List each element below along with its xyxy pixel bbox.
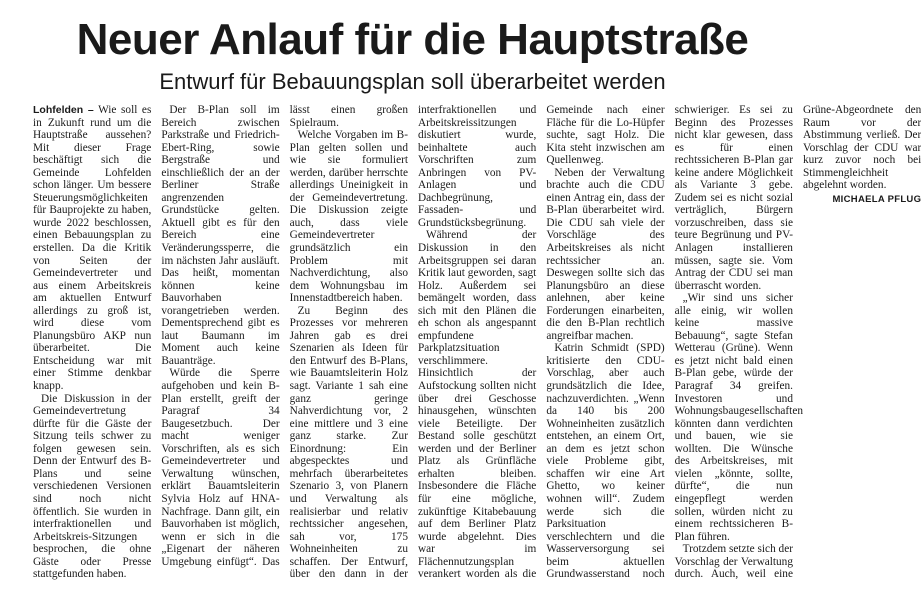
dateline: Lohfelden – [33,104,94,116]
article-paragraph: Trotzdem setzte sich der Vorschlag der Verwaltung durch. Auch, weil eine Grüne-Abgeordnete den Raum vor der Abstimmung verließ. Der Vorschlag der CDU war kurz zuvor noch bei Stimmengleichheit abgelehnt worden. [674,104,921,581]
subheadline: Entwurf für Bebauungsplan soll überarbeitet werden [159,69,666,94]
article-paragraph: Der B-Plan soll im Bereich zwischen Parkstraße und Friedrich-Ebert-Ring, sowie Bergstraße und einschließlich der an der Berliner Straße angrenzenden Grundstücke gelten. Aktuell gibt es für den Bereich eine Veränderungssperre, die im nächsten Jahr ausläuft. Das heißt, momentan können keine Bauvorhaben vorangetrieben werden. Dementsprechend gibt es laut Baumann im Moment auch keine Bauanträge. [161,104,280,367]
paragraph-text: Wie soll es in Zukunft rund um die Hauptstraße aussehen? Mit dieser Frage beschäftigt sich die Gemeinde Lohfelden schon länger. Um bessere Steuerungsmöglichkeiten für Bauprojekte zu haben, wurde 2022 beschlossen, einen Bebauungsplan zu erstellen. Da die Kritik von Seiten der Gemeindevertreter und aus einem Arbeitskreis am aktuellen Entwurf allerdings zu groß ist, wird diese vom Planungsbüro AKP nun überarbeitet. Die Entscheidung war mit einer Stimme denkbar knapp. [33,104,152,393]
headline: Neuer Anlauf für die Hauptstraße [76,15,749,64]
article-paragraph: Katrin Schmidt (SPD) kritisierte den CDU-Vorschlag, aber auch grundsätzlich die Idee, nachzuverdichten. „Wenn da 140 bis 200 Wohneinheiten zusätzlich entstehen, an einem Ort, an dem es jetzt schon viele Probleme gibt, schaffen wir eine Art Ghetto, wo keiner wohnen will“. Zudem werde sich die Parksituation verschlechtern und die Wasserversorgung sei beim aktuellen Grundwasserstand noch schwieriger. Es sei zu Beginn des Prozesses nicht klar gewesen, dass es für einen rechtssicheren B-Plan gar keine andere Möglichkeit als Variante 3 gebe. Zudem sei es nicht sozial verträglich, Bürgern vorzuschreiben, dass sie teure Begrünung und PV-Anlagen installieren müssen, sagte sie. Vom Antrag der CDU sei man überrascht worden. [546,104,793,581]
article-paragraph: Zu Beginn des Prozesses vor mehreren Jahren gab es drei Szenarien als Ideen für den Entwurf des B-Plans, wie Bauamtsleiterin Holz sagt. Variante 1 sah eine ganz geringe Nahverdichtung vor, 2 eine mittlere und 3 eine ganz starke. Zur Einordnung: Ein abgespecktes und mehrfach überarbeitetes Szenario 3, von Planern und Verwaltung als realisierbar und relativ rechtssicher angesehen, sah vor, 175 Wohneinheiten zu schaffen. Der Entwurf, über den dann in der interfraktionellen und Arbeitskreissitzungen diskutiert wurde, beinhaltete auch Vorschriften zum Anbringen von PV-Anlagen und Dachbegrünung, Fassaden- und Grundstücksbegrünung. [289,104,537,581]
author-byline: MICHAELA PFLUG [832,193,921,205]
article-paragraph: Die Diskussion in der Gemeindevertretung dürfte für die Gäste der Sitzung teils schwer zu folgen gewesen sein. Denn der Entwurf des B-Plans und seine verschiedenen Versionen sind noch nicht öffentlich. Sie wurden in interfraktionellen und Arbeitskreis-Sitzungen besprochen, die ohne Gäste oder Presse stattgefunden haben. [33,392,152,581]
article-paragraph: Während der Diskussion in den Arbeitsgruppen sei daran Kritik laut geworden, sagt Holz. Außerdem sei bemängelt worden, dass sich mit den Plänen die eh schon als angespannt empfundene Parkplatzsituation verschlimmere. Hinsichtlich der Aufstockung sollten nicht über drei Geschosse hinausgehen, wünschten viele Beteiligte. Der Bestand solle geschützt werden und der Berliner Platz als Grünfläche erhalten bleiben. Insbesondere die Fläche für eine mögliche, zukünftige Kitabebauung auf dem Berliner Platz wurde abgelehnt. Dies war im Flächennutzungsplan verankert worden als die Gemeinde nach einer Fläche für die Lo-Hüpfer suchte, sagt Holz. Die Kita steht inzwischen am Quellenweg. [417,104,665,581]
article-paragraph: Neben der Verwaltung brachte auch die CDU einen Antrag ein, dass der B-Plan überarbeitet wird. Die CDU sah viele der Vorschläge des Arbeitskreises als nicht rechtssicher an. Deswegen sollte sich das Planungsbüro an diese anlehnen, aber keine Forderungen einarbeiten, die den B-Plan rechtlich angreifbar machen. [546,166,665,342]
article-body [33,104,921,590]
article-paragraph [33,104,151,393]
article-paragraph: Würde die Sperre aufgehoben und kein B-Plan erstellt, greift der Paragraf 34 Baugesetzbuch. Der macht weniger Vorschriften, als es sich Gemeindevertreter und Verwaltung wünschen, erklärt Bauamtsleiterin Sylvia Holz auf HNA-Nachfrage. Dann gilt, ein Bauvorhaben ist möglich, wenn er sich in die „Eigenart der näheren Umgebung einfügt“. Das lässt einen großen Spielraum. [161,104,408,568]
article-paragraph: „Wir sind uns sicher alle einig, wir wollen keine massive Bebauung“, sagte Stefan Wetterau (Grüne). Wenn es jetzt nicht bald einen B-Plan gebe, würde der Paragraf 34 greifen. Investoren und Wohnungsbaugesellschaften könnten dann verdichten und bauen, wie sie wollten. Die Wünsche des Arbeitskreises, mit vielen „könnte, sollte, dürfte“, die nun eingepflegt werden sollen, würden nicht zu einem rechtssicheren B-Plan führen. [674,292,803,543]
article-paragraph: Welche Vorgaben im B-Plan gelten sollen und wie sie formuliert werden, darüber herrschte allerdings Uneinigkeit in der Gemeindevertretung. Die Diskussion zeigte auch, dass viele Gemeindevertreter grundsätzlich ein Problem mit Nachverdichtung, also dem Wohnungsbau im Innenstadtbereich haben. [289,129,408,305]
